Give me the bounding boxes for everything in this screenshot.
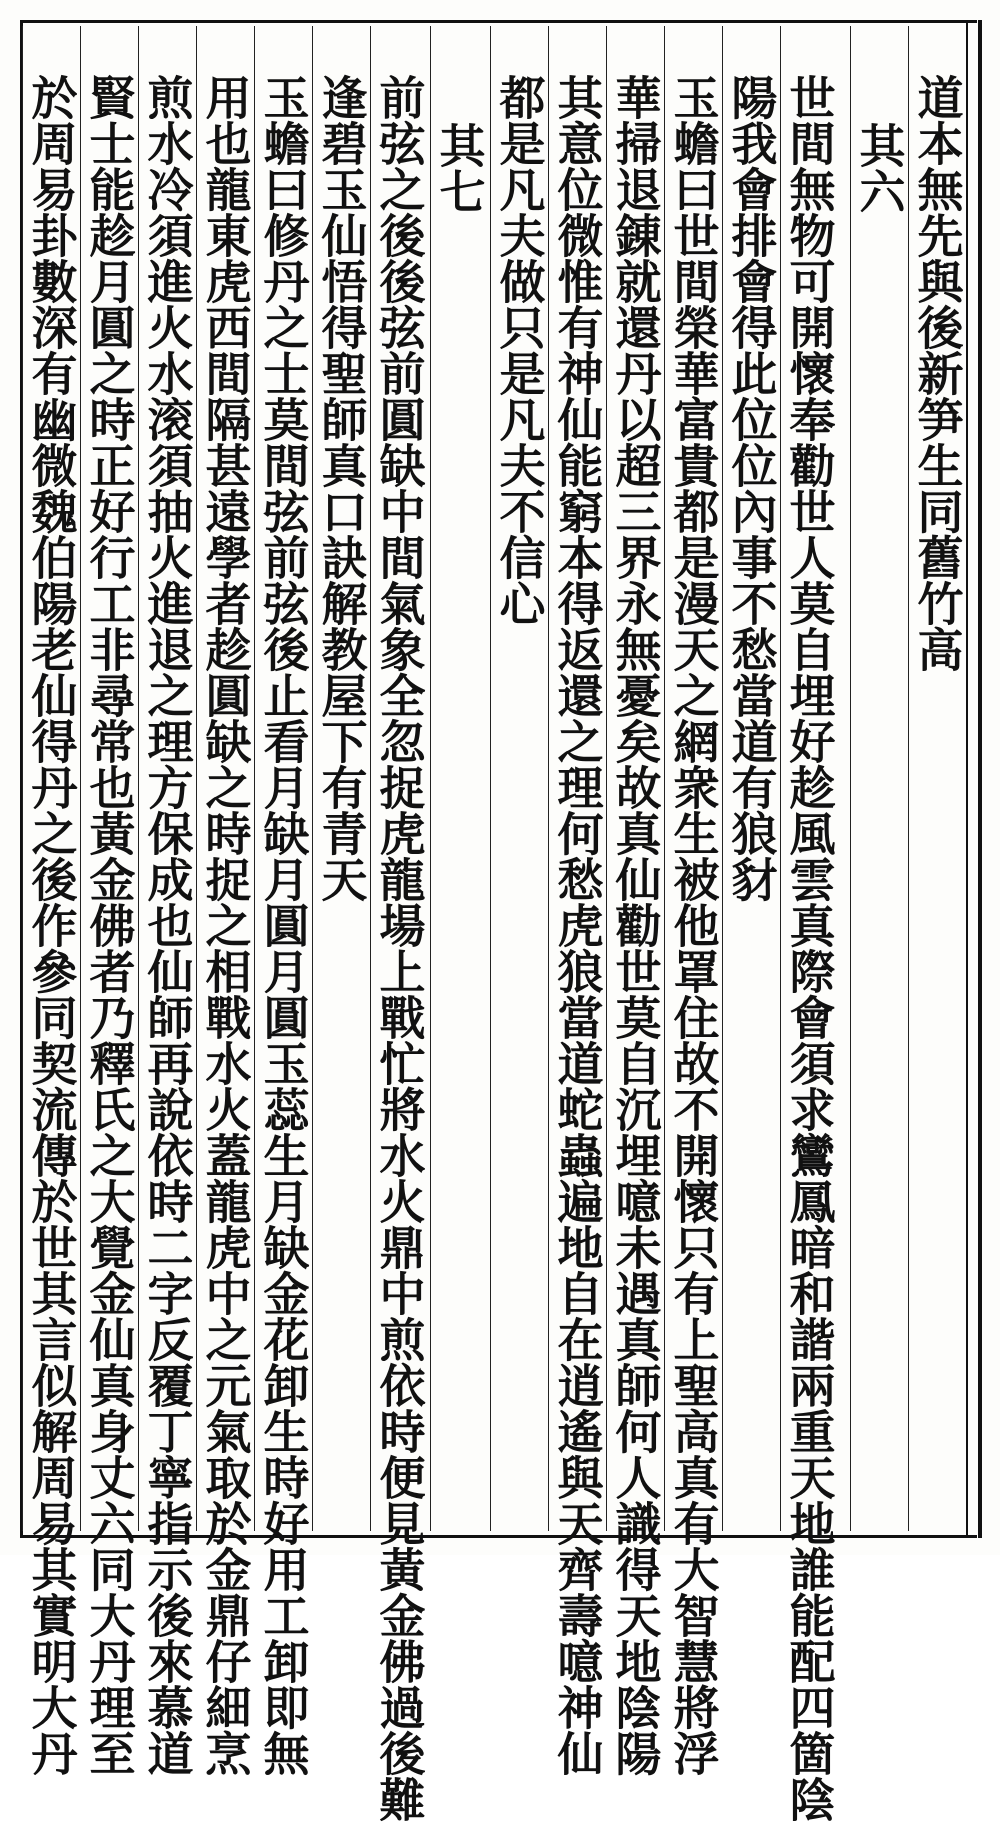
- column-text: 用也龍東虎西間隔甚遠學者趁圓缺之時捉之相戰水火蓋龍虎中之元氣取於金鼎仔細烹: [198, 74, 253, 1776]
- text-column-16: [22, 26, 80, 1776]
- text-column-10: [370, 26, 428, 1822]
- column-text: 華掃退錬就還丹以超三界永無憂矣故真仙勸世莫自沉埋噫未遇真師何人識得天地陰陽: [608, 74, 663, 1776]
- section-heading-six: [850, 26, 908, 1531]
- text-column-5: [664, 26, 722, 1776]
- text-column-11: [312, 26, 370, 1531]
- text-column-8: [490, 26, 548, 1531]
- column-text: 世間無物可開懷奉勸世人莫自埋好趁風雲真際會須求鸞鳳暗和諧兩重天地誰能配四箇陰: [782, 74, 837, 1822]
- column-text: 陽我會排會得此位位內事不愁當道有狼豺: [724, 74, 779, 902]
- column-text: 其意位微惟有神仙能窮本得返還之理何愁虎狼當道蛇蟲遍地自在逍遙與天齊壽噫神仙: [550, 74, 605, 1776]
- column-text: 煎水冷須進火水滚須抽火進退之理方保成也仙師再說依時二字反覆丁寧指示後來慕道: [140, 74, 195, 1776]
- text-column-15: [80, 26, 138, 1776]
- heading-text: 其七: [432, 122, 487, 214]
- text-column-7: [548, 26, 606, 1776]
- frame-top-border: [22, 20, 977, 23]
- frame-right-inner-border: [966, 20, 968, 1538]
- column-text: 前弦之後後弦前圓缺中間氣象全忽捉虎龍場上戰忙將水火鼎中煎依時便見黃金佛過後難: [372, 74, 427, 1822]
- text-column-13: [196, 26, 254, 1776]
- text-column-4: [722, 26, 780, 1531]
- column-text: 都是凡夫做只是凡夫不信心: [492, 74, 547, 626]
- heading-text: 其六: [852, 122, 907, 214]
- column-text: 玉蟾曰世間榮華富貴都是漫天之網衆生被他罩住故不開懷只有上聖高真有大智慧將浮: [666, 74, 721, 1776]
- frame-right-outer-border: [978, 20, 982, 1538]
- column-text: 賢士能趁月圓之時正好行工非尋常也黃金佛者乃釋氏之大覺金仙真身丈六同大丹理至: [82, 74, 137, 1776]
- text-column-3: [780, 26, 838, 1822]
- column-text: 玉蟾曰修丹之士莫間弦前弦後止看月缺月圓月圓玉蕊生月缺金花卸生時好用工卸即無: [256, 74, 311, 1776]
- text-column-12: [254, 26, 312, 1776]
- text-column-6: [606, 26, 664, 1776]
- column-text: 於周易卦數深有幽微魏伯陽老仙得丹之後作參同契流傳於世其言似解周易其實明大丹: [24, 74, 79, 1776]
- column-text: 道本無先與後新笋生同舊竹高: [910, 74, 965, 672]
- column-text: 逢碧玉仙悟得聖師真口訣解教屋下有青天: [314, 74, 369, 902]
- text-column-1: [908, 26, 966, 1531]
- text-column-14: [138, 26, 196, 1776]
- section-heading-seven: [430, 26, 488, 1531]
